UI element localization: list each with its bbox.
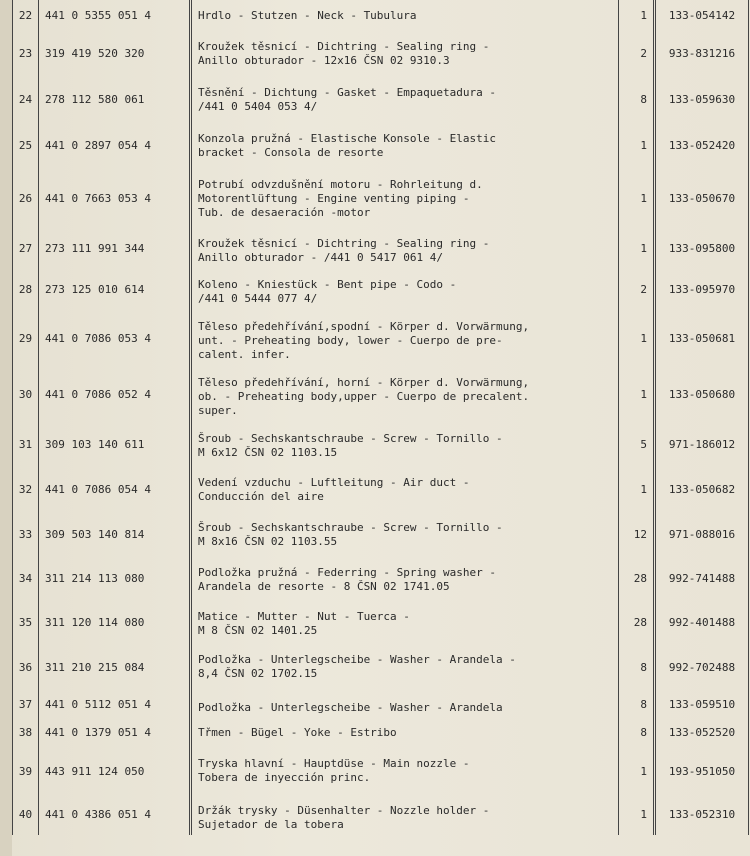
description-line: Těleso předehřívání,spodní - Körper d. Vorwärmung, (198, 320, 530, 333)
part-number: 443 911 124 050 (39, 748, 191, 795)
item-number: 37 (13, 692, 39, 717)
description-line: Těsnění - Dichtung - Gasket - Empaquetadura - (198, 86, 497, 99)
description (191, 717, 619, 748)
description-line: Conducción del aire (198, 490, 324, 503)
table-row (13, 748, 749, 795)
item-number: 25 (13, 123, 39, 169)
order-code: 133-050682 (655, 467, 749, 512)
description-line: Šroub - Sechskantschraube - Screw - Tornillo - (198, 432, 503, 445)
quantity: 1 (619, 0, 655, 31)
table-row (13, 169, 749, 228)
page-binding-edge (0, 0, 12, 856)
description-line: Motorentlüftung - Engine venting piping - (198, 192, 470, 205)
quantity: 1 (619, 367, 655, 423)
table-row (13, 512, 749, 557)
part-number: 441 0 7663 053 4 (39, 169, 191, 228)
quantity: 12 (619, 512, 655, 557)
quantity: 1 (619, 123, 655, 169)
quantity: 28 (619, 557, 655, 601)
order-code: 133-050681 (655, 311, 749, 367)
description (191, 795, 619, 835)
order-code: 971-186012 (655, 423, 749, 467)
description-line: /441 0 5404 053 4/ (198, 100, 318, 113)
order-code: 992-702488 (655, 644, 749, 692)
quantity: 1 (619, 795, 655, 835)
part-number: 441 0 5112 051 4 (39, 692, 191, 717)
part-number: 319 419 520 320 (39, 31, 191, 77)
description-line: Podložka - Unterlegscheibe - Washer - Arandela (198, 701, 503, 714)
part-number: 309 103 140 611 (39, 423, 191, 467)
table-row (13, 123, 749, 169)
part-number: 441 0 2897 054 4 (39, 123, 191, 169)
item-number: 39 (13, 748, 39, 795)
table-row (13, 367, 749, 423)
item-number: 35 (13, 601, 39, 644)
quantity: 2 (619, 269, 655, 311)
item-number: 23 (13, 31, 39, 77)
part-number: 273 125 010 614 (39, 269, 191, 311)
part-number: 441 0 7086 052 4 (39, 367, 191, 423)
table-row (13, 311, 749, 367)
order-code: 971-088016 (655, 512, 749, 557)
description-line: Konzola pružná - Elastische Konsole - Elastic (198, 132, 497, 145)
description (191, 228, 619, 269)
description (191, 77, 619, 123)
description-line: Koleno - Kniestück - Bent pipe - Codo - (198, 278, 457, 291)
quantity: 1 (619, 169, 655, 228)
description (191, 269, 619, 311)
item-number: 40 (13, 795, 39, 835)
description-line: ob. - Preheating body,upper - Cuerpo de precalent. (198, 390, 530, 403)
table-row (13, 77, 749, 123)
order-code: 133-052420 (655, 123, 749, 169)
quantity: 8 (619, 692, 655, 717)
order-code: 992-401488 (655, 601, 749, 644)
description (191, 169, 619, 228)
order-code: 133-050670 (655, 169, 749, 228)
description (191, 467, 619, 512)
part-number: 441 0 7086 053 4 (39, 311, 191, 367)
quantity: 8 (619, 644, 655, 692)
parts-table-body (13, 0, 749, 835)
parts-table (12, 0, 749, 835)
description (191, 31, 619, 77)
description-line: bracket - Consola de resorte (198, 146, 384, 159)
table-row (13, 0, 749, 31)
description (191, 557, 619, 601)
description-line: 8,4 ČSN 02 1702.15 (198, 667, 318, 680)
description (191, 692, 619, 717)
order-code: 933-831216 (655, 31, 749, 77)
quantity: 1 (619, 748, 655, 795)
description (191, 601, 619, 644)
part-number: 311 210 215 084 (39, 644, 191, 692)
description-line: Tryska hlavní - Hauptdüse - Main nozzle - (198, 757, 470, 770)
description-line: Anillo obturador - 12x16 ČSN 02 9310.3 (198, 54, 450, 67)
quantity: 8 (619, 717, 655, 748)
part-number: 309 503 140 814 (39, 512, 191, 557)
order-code: 133-052310 (655, 795, 749, 835)
quantity: 5 (619, 423, 655, 467)
order-code: 193-951050 (655, 748, 749, 795)
description (191, 311, 619, 367)
table-row (13, 228, 749, 269)
item-number: 36 (13, 644, 39, 692)
description-line: Podložka pružná - Federring - Spring washer - (198, 566, 497, 579)
part-number: 273 111 991 344 (39, 228, 191, 269)
order-code: 133-050680 (655, 367, 749, 423)
table-row (13, 601, 749, 644)
description (191, 123, 619, 169)
description-line: Tobera de inyección princ. (198, 771, 371, 784)
item-number: 38 (13, 717, 39, 748)
description-line: /441 0 5444 077 4/ (198, 292, 318, 305)
item-number: 32 (13, 467, 39, 512)
description-line: calent. infer. (198, 348, 291, 361)
description-line: super. (198, 404, 238, 417)
quantity: 1 (619, 311, 655, 367)
order-code: 133-059510 (655, 692, 749, 717)
description-line: Hrdlo - Stutzen - Neck - Tubulura (198, 9, 417, 22)
table-row (13, 269, 749, 311)
quantity: 8 (619, 77, 655, 123)
table-row (13, 692, 749, 717)
description (191, 512, 619, 557)
description-line: M 6x12 ČSN 02 1103.15 (198, 446, 338, 459)
part-number: 311 120 114 080 (39, 601, 191, 644)
table-row (13, 795, 749, 835)
item-number: 29 (13, 311, 39, 367)
description-line: Držák trysky - Düsenhalter - Nozzle holder - (198, 804, 490, 817)
order-code: 133-059630 (655, 77, 749, 123)
item-number: 33 (13, 512, 39, 557)
quantity: 28 (619, 601, 655, 644)
description-line: Sujetador de la tobera (198, 818, 344, 831)
description-line: M 8x16 ČSN 02 1103.55 (198, 535, 338, 548)
description-line: Podložka - Unterlegscheibe - Washer - Arandela - (198, 653, 516, 666)
description-line: Šroub - Sechskantschraube - Screw - Tornillo - (198, 521, 503, 534)
description-line: Matice - Mutter - Nut - Tuerca - (198, 610, 410, 623)
part-number: 441 0 4386 051 4 (39, 795, 191, 835)
item-number: 34 (13, 557, 39, 601)
item-number: 24 (13, 77, 39, 123)
description-line: M 8 ČSN 02 1401.25 (198, 624, 318, 637)
table-row (13, 467, 749, 512)
quantity: 1 (619, 467, 655, 512)
description (191, 0, 619, 31)
description (191, 423, 619, 467)
table-row (13, 557, 749, 601)
item-number: 28 (13, 269, 39, 311)
item-number: 31 (13, 423, 39, 467)
item-number: 27 (13, 228, 39, 269)
item-number: 30 (13, 367, 39, 423)
description-line: Potrubí odvzdušnění motoru - Rohrleitung d. (198, 178, 483, 191)
table-row (13, 717, 749, 748)
order-code: 133-052520 (655, 717, 749, 748)
item-number: 26 (13, 169, 39, 228)
description-line: Arandela de resorte - 8 ČSN 02 1741.05 (198, 580, 450, 593)
description-line: Vedení vzduchu - Luftleitung - Air duct - (198, 476, 470, 489)
item-number: 22 (13, 0, 39, 31)
order-code: 992-741488 (655, 557, 749, 601)
description-line: Třmen - Bügel - Yoke - Estribo (198, 726, 397, 739)
description (191, 748, 619, 795)
description-line: Kroužek těsnicí - Dichtring - Sealing ring - (198, 40, 490, 53)
table-row (13, 31, 749, 77)
description (191, 644, 619, 692)
description-line: Těleso předehřívání, horní - Körper d. Vorwärmung, (198, 376, 530, 389)
table-row (13, 423, 749, 467)
part-number: 441 0 7086 054 4 (39, 467, 191, 512)
table-row (13, 644, 749, 692)
description-line: unt. - Preheating body, lower - Cuerpo de pre- (198, 334, 503, 347)
description-line: Kroužek těsnicí - Dichtring - Sealing ring - (198, 237, 490, 250)
order-code: 133-095800 (655, 228, 749, 269)
order-code: 133-054142 (655, 0, 749, 31)
description (191, 367, 619, 423)
part-number: 278 112 580 061 (39, 77, 191, 123)
quantity: 2 (619, 31, 655, 77)
part-number: 441 0 5355 051 4 (39, 0, 191, 31)
part-number: 441 0 1379 051 4 (39, 717, 191, 748)
order-code: 133-095970 (655, 269, 749, 311)
quantity: 1 (619, 228, 655, 269)
part-number: 311 214 113 080 (39, 557, 191, 601)
description-line: Tub. de desaeración -motor (198, 206, 371, 219)
description-line: Anillo obturador - /441 0 5417 061 4/ (198, 251, 444, 264)
